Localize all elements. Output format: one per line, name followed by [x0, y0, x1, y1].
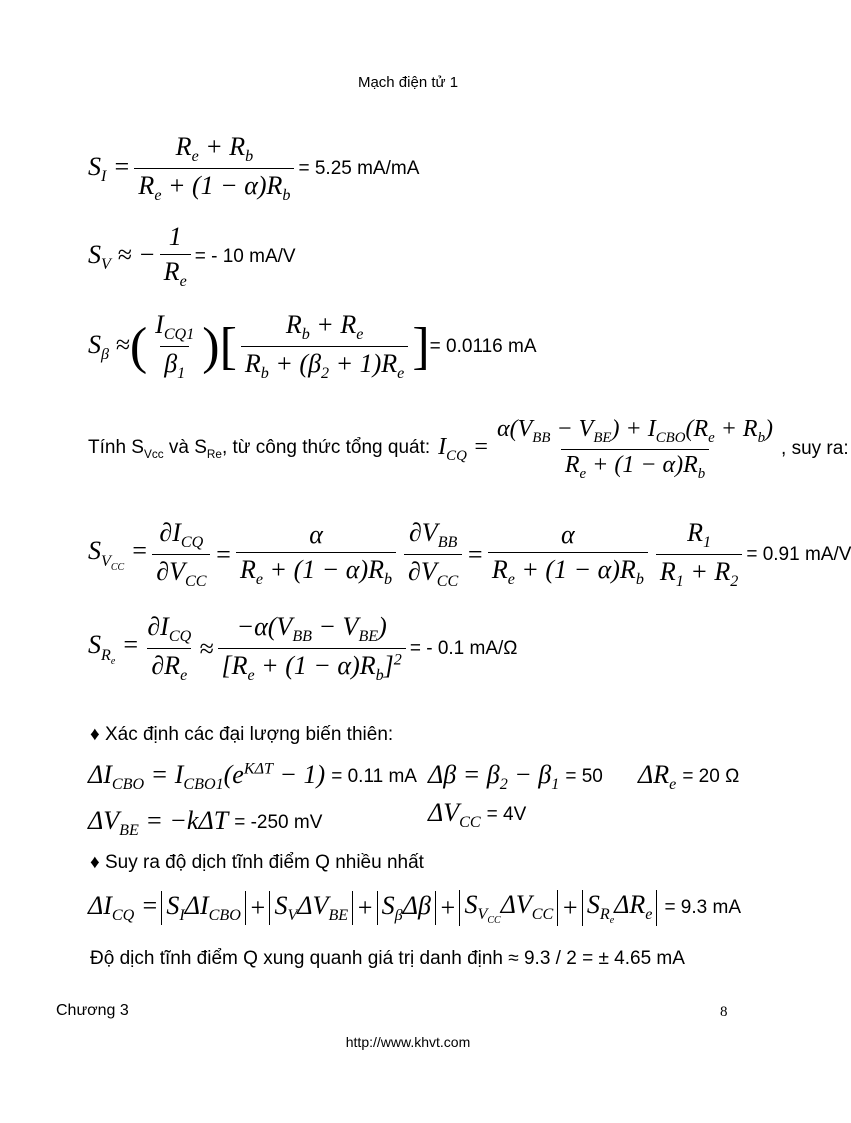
page-header: Mạch điện tử 1 [357, 74, 459, 91]
eq-icq-general: Tính $S_{Vcc}$ và $S_{Re}$, từ công thức tổng quát: $I_{CQ}$ = $\frac{\alpha(V_{BB} - V_{BE}) + I_{CBO}(R_e + R_b)}{R_e + (1 - \alpha)R_b}$ , suy ra: [88, 416, 849, 482]
conclusion: Độ dịch tĩnh điểm Q xung quanh giá trị danh định ≈ 9.3 / 2 = ± 4.65 mA [90, 948, 685, 969]
eq-svcc: $S_{V_{CC}}$ = $\frac{\partial I_{CQ}}{\partial V_{CC}}$ = $\frac{\alpha}{R_e + (1 - \alpha)R_b}$ $\frac{\partial V_{BB}}{\partial V_{CC}}$ = $\frac{\alpha}{R_e + (1 - \alpha)R_b}$ $\frac{R_1}{R_1 + R_2}$ = 0.91 mA/V [88, 518, 851, 591]
eq-dicbo: $\Delta I_{CBO} = I_{CBO1}(e^{K\Delta T} - 1)$ = 0.11 mA [88, 760, 417, 794]
chapter-label: Chương 3 [56, 1002, 129, 1019]
sre-value: = - 0.1 mA/Ω [409, 637, 518, 659]
eq-dvcc: $\Delta V_{CC}$ = 4V [428, 798, 527, 832]
page-number: 8 [720, 1004, 728, 1020]
eq-sre: $S_{R_e}$ = $\frac{\partial I_{CQ}}{\partial R_e}$ ≈ $\frac{-\alpha(V_{BB} - V_{BE})}{[R_e + (1 - \alpha)R_b]^2}$ = - 0.1 mA/Ω [88, 612, 518, 685]
sb-value: = 0.0116 mA [429, 335, 537, 357]
bullet-variations: ♦ Xác định các đại lượng biến thiên: [90, 724, 394, 745]
eq-sv: $S_V$ ≈ − $\frac{1}{R_e}$ = - 10 mA/V [88, 222, 296, 291]
eq-dbeta: $\Delta\beta = \beta_2 - \beta_1$ = 50 [428, 760, 603, 794]
eq-sbeta: $S_\beta$ ≈ ( $\frac{I_{CQ1}}{\beta_1}$ ) [ $\frac{R_b + R_e}{R_b + (\beta_2 + 1)R_e}$ ] = 0.0116 mA [88, 310, 537, 383]
eq-dicq: $\Delta I_{CQ}$ = $S_I\Delta I_{CBO}$ + $S_V\Delta V_{BE}$ + $S_\beta\Delta\beta$ + $S_{V_{CC}}\Delta V_{CC}$ + $S_{R_e}\Delta R_e$ = 9.3 mA [88, 890, 742, 927]
eq-si: $S_I$ = $\frac{R_e + R_b}{R_e + (1 - \alpha)R_b}$ = 5.25 mA/mA [88, 132, 420, 205]
eq-dvbe: $\Delta V_{BE} = -k\Delta T$ = -250 mV [88, 806, 323, 840]
si-value: = 5.25 mA/mA [298, 157, 420, 179]
footer-url[interactable]: http://www.khvt.com [345, 1034, 471, 1050]
eq-dre: $\Delta R_e$ = 20 Ω [638, 760, 740, 794]
bullet-shift: ♦ Suy ra độ dịch tĩnh điểm Q nhiều nhất [90, 852, 424, 873]
svcc-value: = 0.91 mA/V [746, 543, 851, 565]
sv-value: = - 10 mA/V [194, 245, 296, 267]
